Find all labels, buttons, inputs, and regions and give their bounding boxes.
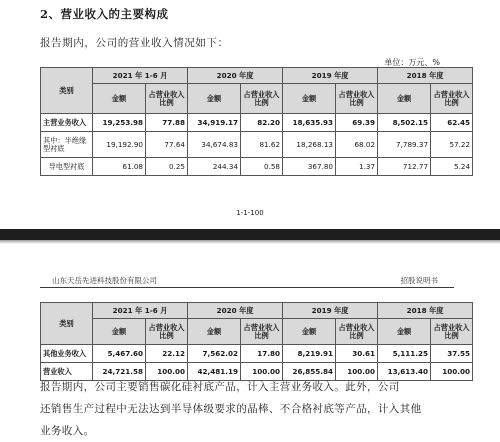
cell-value: 100.00 [336,363,378,381]
ratio-header: 占营业收入比例 [241,319,283,345]
ratio-header: 占营业收入比例 [146,84,188,114]
cell-value: 244.34 [188,158,241,176]
cell-value: 18,268.13 [283,132,336,158]
table-row [41,345,473,363]
ratio-header: 占营业收入比例 [431,319,473,345]
period-header: 2019 年度 [283,303,378,319]
cell-value: 61.08 [93,158,146,176]
ratio-header: 占营业收入比例 [336,84,378,114]
table-row [41,114,473,132]
cell-value: 5,467.60 [93,345,146,363]
table-row [41,158,473,176]
cell-value: 7,562.02 [188,345,241,363]
header-rule [40,287,454,288]
period-header: 2020 年度 [188,303,283,319]
cell-value: 34,674.83 [188,132,241,158]
cell-value: 17.80 [241,345,283,363]
page-gap [0,240,500,244]
cell-value: 68.02 [336,132,378,158]
table-row [41,132,473,158]
running-header-doc-title: 招股说明书 [400,276,438,285]
cell-value: 100.00 [431,363,473,381]
cell-value: 8,219.91 [283,345,336,363]
period-header: 2018 年度 [378,303,473,319]
cell-value: 69.39 [336,114,378,132]
amount-header: 金额 [93,84,146,114]
cell-value: 7,789.37 [378,132,431,158]
unit-note: 单位：万元、% [384,58,440,67]
ratio-header: 占营业收入比例 [241,84,283,114]
amount-header: 金额 [378,84,431,114]
revenue-table-page1 [40,67,473,176]
cell-value: 0.25 [146,158,188,176]
cell-value: 34,919.17 [188,114,241,132]
cell-value: 22.12 [146,345,188,363]
cell-value: 57.22 [431,132,473,158]
revenue-table-page2 [40,302,473,381]
cell-value: 712.77 [378,158,431,176]
page-number: 1-1-100 [236,209,264,217]
page-divider [0,229,500,240]
cell-value: 5.24 [431,158,473,176]
section-heading: 2、营业收入的主要构成 [40,7,169,21]
ratio-header: 占营业收入比例 [431,84,473,114]
period-header: 2021 年 1-6 月 [93,68,188,84]
cell-value: 24,721.58 [93,363,146,381]
cell-value: 81.62 [241,132,283,158]
amount-header: 金额 [283,84,336,114]
row-label: 营业收入 [41,363,93,381]
cell-value: 19,253.98 [93,114,146,132]
row-label: 其中：半绝缘型衬底 [41,132,93,158]
cell-value: 0.58 [241,158,283,176]
cell-value: 77.88 [146,114,188,132]
row-label: 主营业务收入 [41,114,93,132]
row-label: 其他业务收入 [41,345,93,363]
cell-value: 367.80 [283,158,336,176]
cell-value: 100.00 [241,363,283,381]
category-header: 类别 [41,68,93,114]
closing-paragraph-line: 还销售生产过程中无法达到半导体级要求的晶棒、不合格衬底等产品，计入其他 [40,403,422,415]
cell-value: 1.37 [336,158,378,176]
amount-header: 金额 [283,319,336,345]
closing-paragraph-line: 报告期内，公司主要销售碳化硅衬底产品，计入主营业务收入。此外，公司 [40,381,400,393]
intro-paragraph: 报告期内，公司的营业收入情况如下： [40,37,229,49]
amount-header: 金额 [188,319,241,345]
ratio-header: 占营业收入比例 [336,319,378,345]
cell-value: 82.20 [241,114,283,132]
cell-value: 100.00 [146,363,188,381]
row-label: 导电型衬底 [41,158,93,176]
cell-value: 42,481.19 [188,363,241,381]
category-header: 类别 [41,303,93,345]
cell-value: 18,635.93 [283,114,336,132]
cell-value: 5,111.25 [378,345,431,363]
cell-value: 37.55 [431,345,473,363]
period-header: 2020 年度 [188,68,283,84]
running-header-company: 山东天岳先进科技股份有限公司 [52,276,157,285]
amount-header: 金额 [93,319,146,345]
amount-header: 金额 [378,319,431,345]
amount-header: 金额 [188,84,241,114]
period-header: 2019 年度 [283,68,378,84]
cell-value: 13,613.40 [378,363,431,381]
period-header: 2018 年度 [378,68,473,84]
cell-value: 77.64 [146,132,188,158]
cell-value: 8,502.15 [378,114,431,132]
closing-paragraph-line: 业务收入。 [40,425,95,437]
cell-value: 62.45 [431,114,473,132]
period-header: 2021 年 1-6 月 [93,303,188,319]
cell-value: 30.61 [336,345,378,363]
cell-value: 19,192.90 [93,132,146,158]
cell-value: 26,855.84 [283,363,336,381]
ratio-header: 占营业收入比例 [146,319,188,345]
